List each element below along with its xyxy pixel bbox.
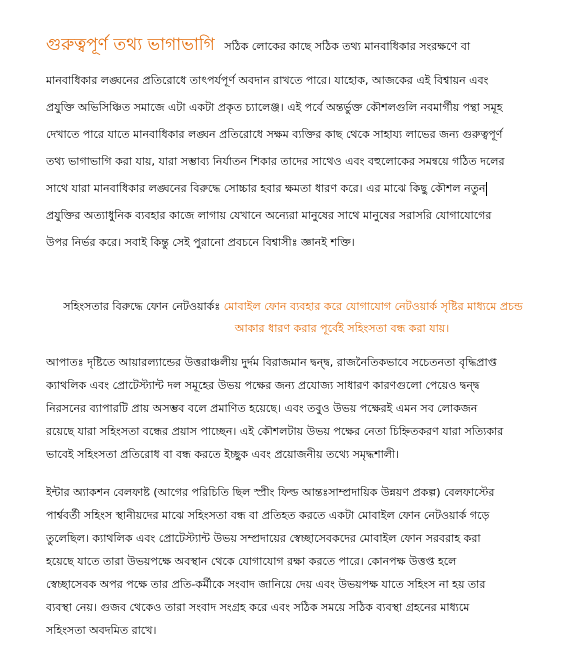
text-line-with-cursor — [46, 180, 570, 199]
text-line: উপর নির্ভর করে। সবাই কিন্তু সেই পুরানো প্রবচনে বিশ্বাসীঃ জ্ঞানই শক্তি। — [46, 236, 355, 249]
text-line: ইন্টার অ্যাকশন বেলফাষ্ট (আগের পরিচিতি ছিল স্প্রীং ফিল্ড আন্তঃসাম্প্রদায়িক উন্নয়ণ প্রকল্প) বেলফাস্টের — [46, 486, 495, 499]
text-line: তথ্য ভাগাভাগি করা যায়, যারা সম্ভাব্য নির্যাতন শিকার তাদের সাথেও এবং বহুলোকের সমন্বয়ে গঠিত দলের — [46, 155, 505, 168]
text-line: আপাতঃ দৃষ্টিতে আয়ারল্যান্ডের উত্তরাঞ্চলীয় দুর্দম বিরাজমান দ্বন্দ্ব, রাজনৈতিকভাবে সচেতনতা বৃদ্ধিপ্রাপ্ত — [46, 356, 497, 369]
text-line: তুলেছিল। ক্যাথলিক এবং প্রোটেস্ট্যান্ট উভয় সম্প্রদায়ের স্বেচ্ছাসেবকদের মোবাইল ফোন সরবরাহ করা — [46, 532, 481, 545]
paragraph-northern-ireland — [46, 354, 570, 464]
paragraph-text: সঠিক লোকের কাছে সঠিক তথ্য মানবাধিকার সংরক্ষণে বা — [224, 40, 471, 53]
text-line: প্রযুক্তির অত্যাধুনিক ব্যবহার কাজে লাগায় যেখানে অন্যেরা মানুষের সাথে মানুষের সরাসরি যোগাযোগের — [46, 209, 492, 222]
text-line: প্রযুক্তি অভিসিঞ্চিত সমাজে এটা একটা প্রকৃত চ্যালেঞ্জ। এই পর্বে অন্তর্ভুক্ত কৌশলগুলি নবমার্গীয় পন্থা সমূহ — [46, 101, 503, 114]
text-line: দেখাতে পারে যাতে মানবাধিকার লঙ্ঘন প্রতিরোধে সক্ষম ব্যক্তির কাছ থেকে সাহায্য লাভের জন্য গুরুত্বপূর্ণ — [46, 128, 503, 141]
text-line: হয়েছে যাতে তারা উভয়পক্ষে অবস্থান থেকে যোগাযোগ রক্ষা করতে পারে। কোনপক্ষ উত্তপ্ত হলে — [46, 555, 457, 568]
text-line: সহিংসতা অবদমিত রাখে। — [46, 624, 157, 637]
phone-network-heading-line1 — [0, 298, 586, 317]
text-line: মানবাধিকার লঙ্ঘনের প্রতিরোধে তাৎপর্যপূর্ণ অবদান রাখতে পারে। যাহোক, আজকের এই বিশ্বায়ন এবং — [46, 74, 489, 87]
paragraph-information-sharing — [46, 32, 570, 252]
text-line: ক্যাথলিক এবং প্রোটেস্ট্যান্ট দল সমূহের উভয় পক্ষের জন্য প্রযোজ্য সাধারণ কারণগুলো পেয়েও দ্বন্দ্ব — [46, 379, 480, 392]
text-line: রয়েছে যারা সহিংসতা বন্ধের প্রয়াস পাচ্ছেন। এই কৌশলটায় উভয় পক্ষের নেতা চিহ্নিতকরণ যারা সত্যিকার — [46, 425, 504, 438]
section-title: গুরুত্বপূর্ণ তথ্য ভাগাভাগি — [46, 35, 215, 55]
phone-network-heading-line2: আকার ধারণ করার পূর্বেই সহিংসতা বন্ধ করা যায়। — [234, 322, 450, 335]
phone-network-heading-text: মোবাইল ফোন ব্যবহার করে যোগাযোগ নেটওয়ার্ক সৃষ্টির মাধ্যমে প্রচন্ড — [223, 300, 523, 313]
text-line: ভাবেই সহিংসতা প্রতিরোধ বা বন্ধ করতে ইচ্ছুক এবং প্রয়োজনীয় তথ্যে সমৃদ্ধশালী। — [46, 448, 400, 461]
text-line: পার্শ্ববর্তী সহিংস স্থানীয়দের মাঝে সহিংসতা বন্ধ বা প্রতিহত করতে একটা মোবাইল ফোন নেটওয়ার্ক গড়ে — [46, 509, 490, 522]
phone-network-heading-label: সহিংসতার বিরুদ্ধে ফোন নেটওয়ার্কঃ — [63, 300, 221, 313]
text-line: ব্যবস্থা নেয়। গুজব থেকেও তারা সংবাদ সংগ্রহ করে এবং সঠিক সময়ে সঠিক ব্যবস্থা গ্রহনের মাধ্যমে — [46, 601, 470, 614]
text-line: নিরসনের ব্যাপারটি প্রায় অসম্ভব বলে প্রমাণিত হয়েছে। এবং তবুও উভয় পক্ষেরই এমন সব লোকজন — [46, 402, 478, 415]
paragraph-first-line — [46, 32, 570, 60]
text-line: সাথে যারা মানবাধিকার লঙ্ঘনের বিরুদ্ধে সোচ্চার হবার ক্ষমতা ধারণ করে। এর মাঝে কিছু কৌশল নতুন — [46, 182, 486, 195]
text-line: স্বেচ্ছাসেবক অপর পক্ষে তার প্রতি-কর্মীকে সংবাদ জানিয়ে দেয় এবং উভয়পক্ষ যাতে সহিংস না হয় তার — [46, 578, 486, 591]
paragraph-interaction-belfast — [46, 484, 570, 644]
text-cursor — [486, 182, 487, 196]
